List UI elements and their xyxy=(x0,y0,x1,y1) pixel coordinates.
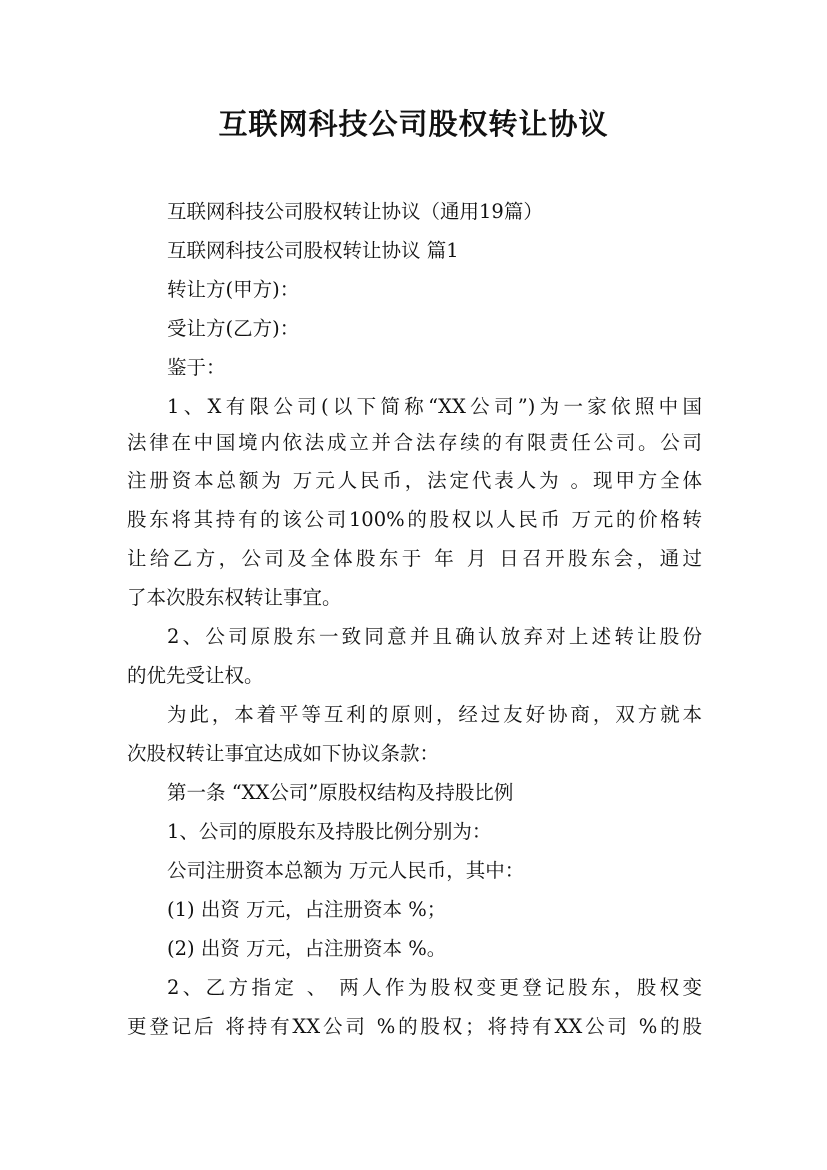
paragraph-line: 股东将其持有的该公司100%的股权以人民币 万元的价格转 xyxy=(127,508,702,531)
paragraph-line: 注册资本总额为 万元人民币，法定代表人为 。现甲方全体 xyxy=(127,469,702,492)
paragraph-line: 了本次股东权转让事宜。 xyxy=(127,586,342,609)
paragraph-line: 的优先受让权。 xyxy=(127,664,264,687)
paragraph-line: 1、公司的原股东及持股比例分别为： xyxy=(167,820,492,843)
paragraph-line: 法律在中国境内依法成立并合法存续的有限责任公司。公司 xyxy=(127,431,702,454)
section-heading: 互联网科技公司股权转让协议 篇1 xyxy=(167,239,459,262)
paragraph-line: 让给乙方，公司及全体股东于 年 月 日召开股东会，通过 xyxy=(127,547,702,570)
whereas-line: 鉴于： xyxy=(167,356,226,379)
article-heading: 第一条 “XX公司”原股权结构及持股比例 xyxy=(167,781,514,804)
transferee-line: 受让方(乙方)： xyxy=(167,317,300,340)
paragraph-line: 公司注册资本总额为 万元人民币，其中： xyxy=(167,859,525,882)
subtitle-line: 互联网科技公司股权转让协议（通用19篇） xyxy=(167,200,543,223)
transferor-line: 转让方(甲方)： xyxy=(167,278,300,301)
paragraph-line: 2、乙方指定 、 两人作为股权变更登记股东，股权变 xyxy=(167,976,702,999)
paragraph-line: 次股权转让事宜达成如下协议条款： xyxy=(127,742,440,765)
paragraph-line: 2、公司原股东一致同意并且确认放弃对上述转让股份 xyxy=(167,625,702,648)
paragraph-line: 更登记后 将持有XX公司 %的股权；将持有XX公司 %的股 xyxy=(127,1015,702,1038)
document-title: 互联网科技公司股权转让协议 xyxy=(218,107,609,141)
paragraph-line: 1、X有限公司(以下简称“XX公司”)为一家依照中国 xyxy=(167,395,702,418)
paragraph-line: 为此，本着平等互利的原则，经过友好协商，双方就本 xyxy=(167,703,702,726)
list-item: (1) 出资 万元，占注册资本 %； xyxy=(167,898,447,921)
list-item: (2) 出资 万元，占注册资本 %。 xyxy=(167,937,447,960)
